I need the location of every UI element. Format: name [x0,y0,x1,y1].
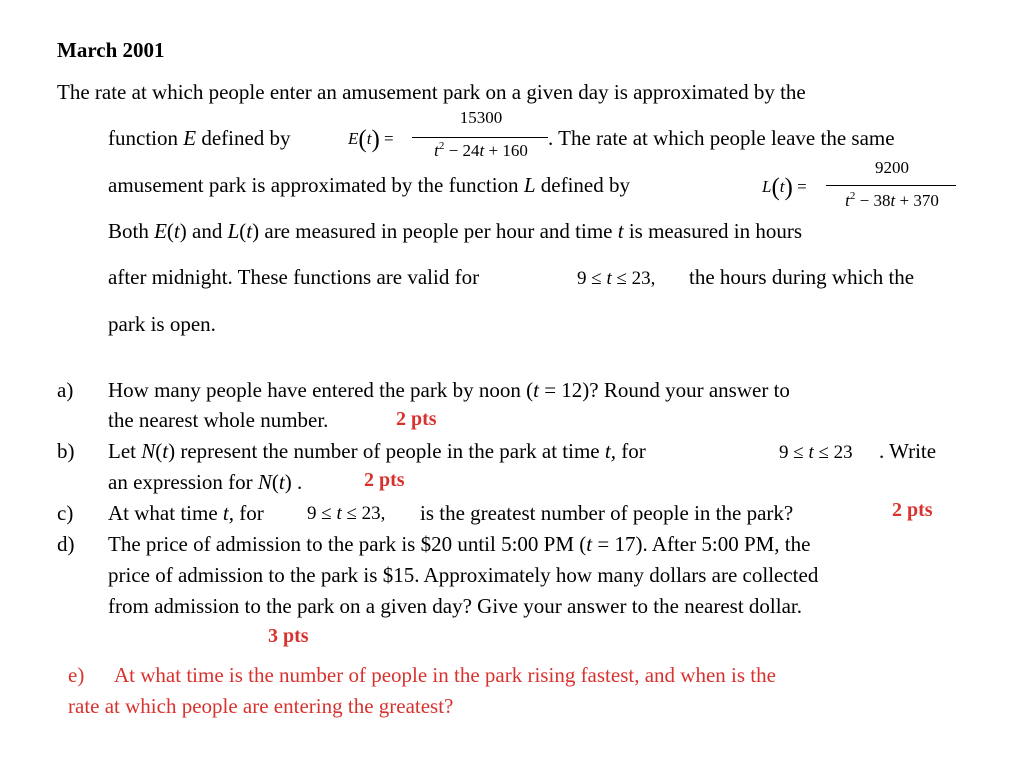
question-b-inequality: 9 ≤ t ≤ 23 [779,442,853,463]
intro-line-4: Both E(t) and L(t) are measured in people per hour and time t is measured in hours [108,219,803,243]
e-numerator: 15300 [459,108,503,127]
question-b-line-1-end: . Write [879,439,937,463]
question-c-marker: c) [57,501,74,525]
page-title: March 2001 [57,38,165,62]
question-e-line-2: rate at which people are entering the greatest? [68,694,454,718]
intro-line-3: amusement park is approximated by the function L defined by [108,173,630,197]
intro-line-5-end: the hours during which the [689,265,915,289]
e-function-fraction [412,108,550,164]
intro-line-2-end: . The rate at which people leave the same [548,126,895,150]
question-e-marker: e) [68,663,85,687]
question-c-line-1: At what time t, for [108,501,264,525]
question-d-line-1: The price of admission to the park is $20 until 5:00 PM (t = 17). After 5:00 PM, the [108,532,811,556]
question-d-marker: d) [57,532,75,556]
intro-line-6: park is open. [108,312,216,336]
question-a-line-1: How many people have entered the park by noon (t = 12)? Round your answer to [108,378,790,402]
question-a-marker: a) [57,378,74,402]
e-denominator: $t^2 - 24t + 160$ [434,140,528,160]
question-c-inequality: 9 ≤ t ≤ 23, [307,503,386,524]
question-d-line-2: price of admission to the park is $15. Approximately how many dollars are collected [108,563,819,587]
question-c-line-1-end: is the greatest number of people in the park? [420,501,794,525]
question-b-points: 2 pts [364,469,405,491]
e-function-label: E(t) = [348,126,394,153]
question-d-points: 3 pts [268,625,309,647]
intro-line-2: function E defined by [108,126,291,150]
intro-line-5: after midnight. These functions are valid for [108,265,480,289]
l-function-fraction [826,158,958,214]
l-function-label: L(t) = [762,174,807,201]
l-numerator: 9200 [875,158,909,177]
question-b-line-2: an expression for N(t) . [108,470,303,494]
question-e-line-1: At what time is the number of people in the park rising fastest, and when is the [114,663,776,687]
question-c-points: 2 pts [892,499,933,521]
question-d-line-3: from admission to the park on a given day? Give your answer to the nearest dollar. [108,594,802,618]
fraction-bar [412,137,548,138]
question-b-line-1: Let N(t) represent the number of people in the park at time t, for [108,439,646,463]
question-a-points: 2 pts [396,408,437,430]
question-b-marker: b) [57,439,75,463]
question-a-line-2: the nearest whole number. [108,408,329,432]
l-denominator: $t^2 - 38t + 370$ [845,190,939,210]
intro-line-1: The rate at which people enter an amusement park on a given day is approximated by the [57,80,806,104]
fraction-bar [826,185,956,186]
validity-inequality: 9 ≤ t ≤ 23, [577,268,656,289]
